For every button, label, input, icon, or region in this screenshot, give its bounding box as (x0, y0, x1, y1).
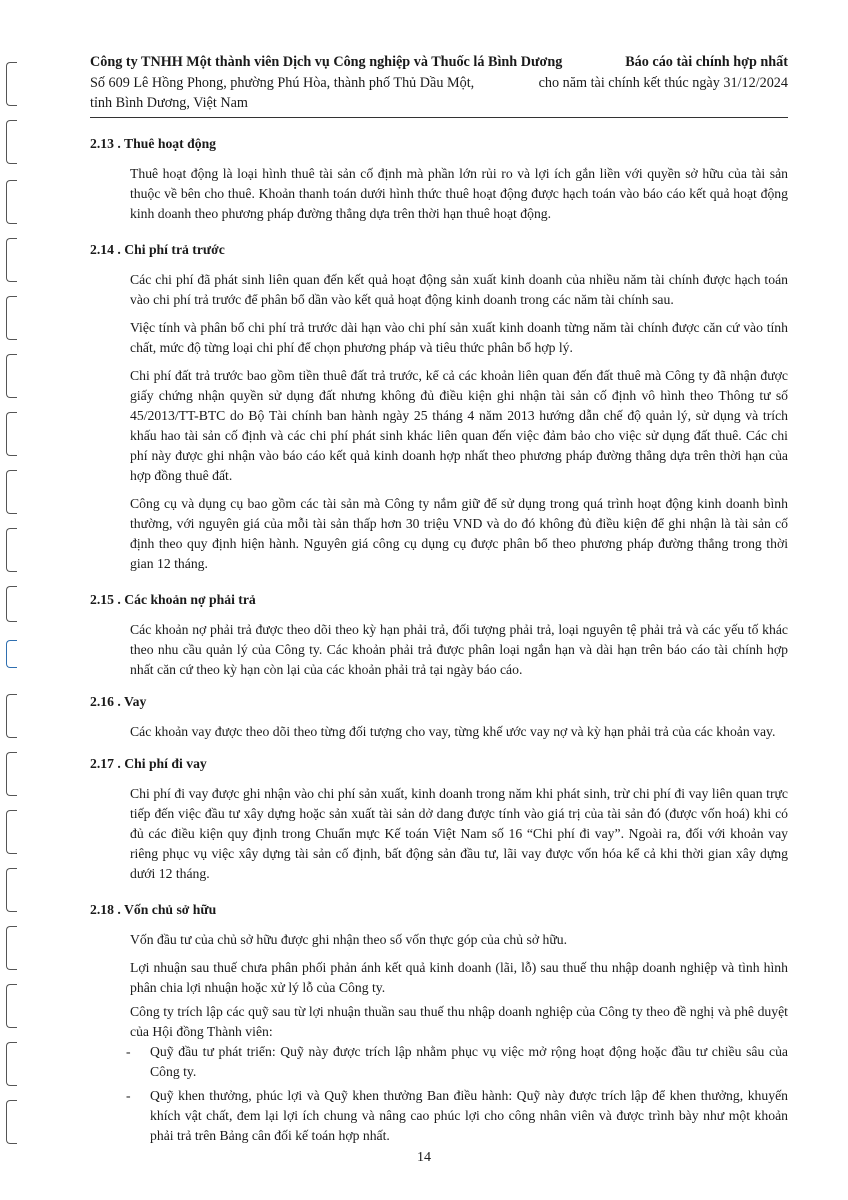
paragraph: Chi phí đi vay được ghi nhận vào chi phí sản xuất, kinh doanh trong năm khi phát sinh, trừ chi phí đi vay liên quan trực tiếp đến việc đầu tư xây dựng hoặc sản xuất tài sản dở dang được tính vào giá trị của tài sản đó (được vốn hoá) khi có đủ các điều kiện quy định trong Chuẩn mực Kế toán Việt Nam số 16 “Chi phí đi vay”. Ngoài ra, đối với khoản vay riêng phục vụ việc xây dựng tài sản cố định, bất động sản đầu tư, lãi vay được vốn hóa kể cả khi thời gian xây dựng dưới 12 tháng. (130, 786, 788, 881)
section-heading (90, 240, 788, 260)
list-item-text: Quỹ khen thưởng, phúc lợi và Quỹ khen thưởng Ban điều hành: Quỹ này được trích lập để khen thưởng, khuyến khích vật chất, đem lại lợi ích chung và nâng cao phúc lợi cho công nhân viên và được trình bày như một khoản phải trả trên Bảng cân đối kế toán hợp nhất. (150, 1088, 788, 1143)
bullet-marker: - (126, 1044, 131, 1059)
binder-mark (6, 1042, 17, 1086)
company-address: Số 609 Lê Hồng Phong, phường Phú Hòa, thành phố Thủ Dầu Một, (90, 75, 475, 91)
company-address-line2: tỉnh Bình Dương, Việt Nam (90, 95, 248, 111)
section-number: 2.15 . (90, 592, 121, 607)
binder-mark (6, 296, 17, 340)
binder-mark (6, 120, 17, 164)
binder-mark (6, 810, 17, 854)
binder-mark (6, 640, 17, 668)
section (90, 240, 788, 574)
report-period: cho năm tài chính kết thúc ngày 31/12/2024 (538, 75, 788, 91)
paragraph: Công ty trích lập các quỹ sau từ lợi nhuận thuần sau thuế thu nhập doanh nghiệp của Công ty theo đề nghị và phê duyệt của Hội đồng Thành viên: (130, 1004, 788, 1039)
section-title: Vay (123, 694, 147, 709)
binder-mark (6, 470, 17, 514)
binder-mark (6, 354, 17, 398)
section-number: 2.17 . (90, 756, 121, 771)
paragraph: Việc tính và phân bổ chi phí trả trước dài hạn vào chi phí sản xuất kinh doanh từng năm tài chính được căn cứ vào tính chất, mức độ từng loại chi phí để chọn phương pháp và tiêu thức phân bổ hợp lý. (130, 320, 788, 355)
section-number: 2.18 . (90, 902, 121, 917)
list-item (90, 1086, 788, 1146)
binder-mark (6, 752, 17, 796)
document-body (90, 130, 788, 1146)
binder-mark (6, 984, 17, 1028)
section-heading (90, 134, 788, 154)
binder-mark (6, 62, 17, 106)
binder-mark (6, 868, 17, 912)
paragraph: Các khoản vay được theo dõi theo từng đối tượng cho vay, từng khế ước vay nợ và kỳ hạn phải trả của các khoản vay. (130, 724, 776, 739)
binder-mark (6, 1100, 17, 1144)
binder-mark (6, 528, 17, 572)
section-number: 2.16 . (90, 694, 121, 709)
section-heading (90, 900, 788, 920)
section-heading (90, 754, 788, 774)
binder-mark (6, 412, 17, 456)
paragraph: Chi phí đất trả trước bao gồm tiền thuê đất trả trước, kể cả các khoản liên quan đến đất thuê mà Công ty đã nhận được giấy chứng nhận quyền sử dụng đất nhưng không đủ điều kiện ghi nhận tài sản cố định vô hình theo Thông tư số 45/2013/TT-BTC do Bộ Tài chính ban hành ngày 25 tháng 4 năm 2013 hướng dẫn chế độ quản lý, sử dụng và trích khấu hao tài sản cố định và các chi phí phát sinh khác liên quan đến việc đảm bảo cho việc sử dụng đất thuê. Các chi phí này được ghi nhận vào báo cáo kết quả kinh doanh hợp nhất theo phương pháp đường thẳng dựa trên thời hạn của hợp đồng thuê đất. (130, 368, 788, 483)
paragraph: Các chi phí đã phát sinh liên quan đến kết quả hoạt động sản xuất kinh doanh của nhiều năm tài chính được hạch toán vào chi phí trả trước để phân bổ dần vào kết quả hoạt động kinh doanh trong các năm tài chính sau. (130, 272, 788, 307)
report-title: Báo cáo tài chính hợp nhất (625, 54, 788, 70)
section-title: Chi phí đi vay (124, 756, 207, 771)
company-name: Công ty TNHH Một thành viên Dịch vụ Công nghiệp và Thuốc lá Bình Dương (90, 54, 563, 70)
section (90, 134, 788, 224)
section-title: Chi phí trả trước (124, 242, 225, 257)
binder-mark (6, 926, 17, 970)
paragraph: Lợi nhuận sau thuế chưa phân phối phản ánh kết quả kinh doanh (lãi, lỗ) sau thuế thu nhập doanh nghiệp và tình hình phân chia lợi nhuận hoặc xử lý lỗ của Công ty. (130, 960, 788, 995)
paragraph: Công cụ và dụng cụ bao gồm các tài sản mà Công ty nắm giữ để sử dụng trong quá trình hoạt động kinh doanh bình thường, với nguyên giá của mỗi tài sản thấp hơn 30 triệu VND và do đó không đủ điều kiện để ghi nhận là tài sản cố định theo quy định hiện hành. Nguyên giá công cụ dụng cụ được phân bổ theo phương pháp đường thẳng trong thời gian 12 tháng. (130, 496, 788, 571)
binder-mark (6, 694, 17, 738)
header-divider (90, 117, 788, 118)
list-item (90, 1042, 788, 1082)
section-number: 2.14 . (90, 242, 121, 257)
bullet-marker: - (126, 1088, 131, 1103)
section-number: 2.13 . (90, 136, 121, 151)
section (90, 692, 788, 742)
section-heading (90, 692, 788, 712)
section (90, 754, 788, 884)
section-title: Các khoản nợ phải trả (124, 592, 256, 607)
paragraph: Các khoản nợ phải trả được theo dõi theo kỳ hạn phải trả, đối tượng phải trả, loại nguyên tệ phải trả và các yếu tố khác theo nhu cầu quản lý của Công ty. Các khoản phải trả được phân loại ngắn hạn và dài hạn trên báo cáo tài chính hợp nhất căn cứ theo kỳ hạn còn lại của các khoản phải trả tại ngày báo cáo. (130, 622, 788, 677)
section-heading (90, 590, 788, 610)
binder-mark (6, 238, 17, 282)
section-title: Thuê hoạt động (123, 136, 217, 151)
list-item-text: Quỹ đầu tư phát triển: Quỹ này được trích lập nhằm phục vụ việc mở rộng hoạt động hoặc đầu tư chiều sâu của Công ty. (150, 1044, 788, 1079)
page-number: 14 (417, 1150, 431, 1165)
binder-mark (6, 586, 17, 622)
section (90, 900, 788, 1146)
binder-mark (6, 180, 17, 224)
paragraph: Vốn đầu tư của chủ sở hữu được ghi nhận theo số vốn thực góp của chủ sở hữu. (130, 932, 568, 947)
section-title: Vốn chủ sở hữu (123, 902, 217, 917)
fund-list (90, 1042, 788, 1146)
section (90, 590, 788, 680)
paragraph: Thuê hoạt động là loại hình thuê tài sản cố định mà phần lớn rủi ro và lợi ích gắn liền với quyền sở hữu của tài sản thuộc về bên cho thuê. Khoản thanh toán dưới hình thức thuê hoạt động được hạch toán vào báo cáo kết quả hoạt động kinh doanh theo phương pháp đường thẳng dựa trên thời hạn thuê hoạt động. (130, 166, 788, 221)
